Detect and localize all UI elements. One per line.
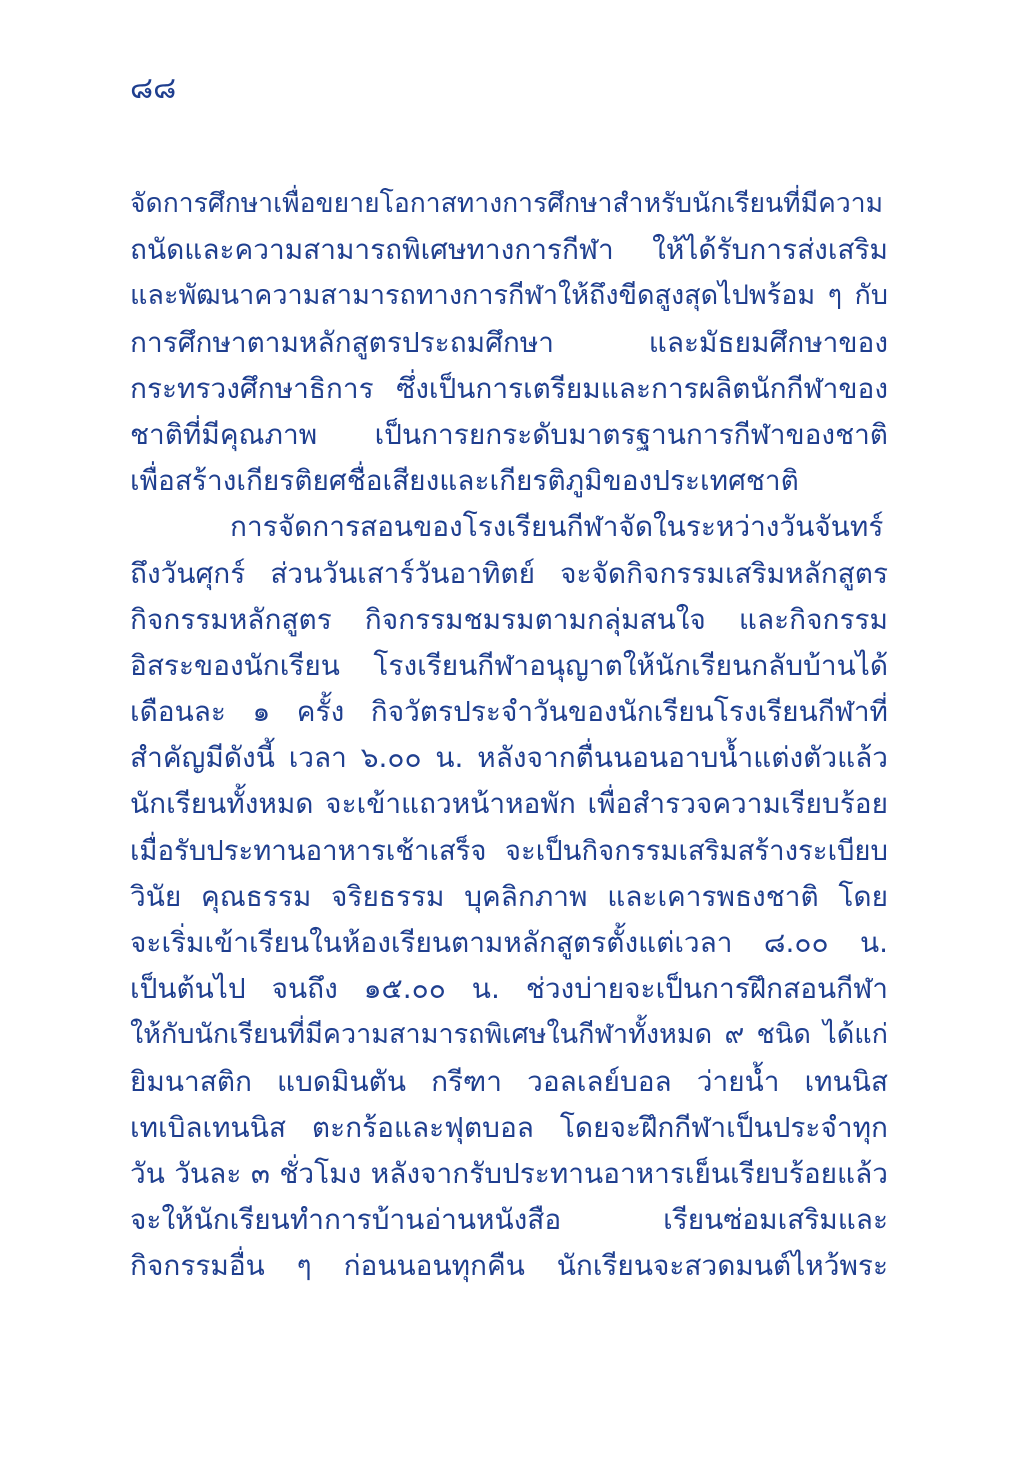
text-line: ยิมนาสติก แบดมินตัน กรีฑา วอลเลย์บอล ว่ายน้ำ เทนนิส <box>130 1064 888 1098</box>
text-line: กิจกรรมอื่น ๆ ก่อนนอนทุกคืน นักเรียนจะสวดมนต์ไหว้พระ <box>130 1249 888 1283</box>
text-line: อิสระของนักเรียน โรงเรียนกีฬาอนุญาตให้นักเรียนกลับบ้านได้ <box>130 648 888 682</box>
text-line: การศึกษาตามหลักสูตรประถมศึกษา และมัธยมศึกษาของ <box>130 325 888 359</box>
text-line: วัน วันละ ๓ ชั่วโมง หลังจากรับประทานอาหารเย็นเรียบร้อยแล้ว <box>130 1156 888 1190</box>
text-line: จะเริ่มเข้าเรียนในห้องเรียนตามหลักสูตรตั้งแต่เวลา ๘.๐๐ น. <box>130 926 888 959</box>
text-line: เทเบิลเทนนิส ตะกร้อและฟุตบอล โดยจะฝึกกีฬาเป็นประจำทุก <box>130 1110 888 1144</box>
text-line: เพื่อสร้างเกียรติยศชื่อเสียงและเกียรติภูมิของประเทศชาติ <box>130 464 799 498</box>
text-line: วินัย คุณธรรม จริยธรรม บุคลิกภาพ และเคารพธงชาติ โดย <box>130 879 888 913</box>
paragraph-1 <box>130 181 888 504</box>
body-text <box>130 181 888 1290</box>
text-line: นักเรียนทั้งหมด จะเข้าแถวหน้าหอพัก เพื่อสำรวจความเรียบร้อย <box>130 787 888 821</box>
text-line: ให้กับนักเรียนที่มีความสามารถพิเศษในกีฬาทั้งหมด ๙ ชนิด ได้แก่ <box>130 1019 888 1051</box>
text-line: เมื่อรับประทานอาหารเช้าเสร็จ จะเป็นกิจกรรมเสริมสร้างระเบียบ <box>130 834 888 867</box>
text-line: จะให้นักเรียนทำการบ้านอ่านหนังสือ เรียนซ่อมเสริมและ <box>130 1203 888 1237</box>
text-line: และพัฒนาความสามารถทางการกีฬาให้ถึงขีดสูงสุดไปพร้อม ๆ กับ <box>130 280 888 312</box>
text-line: การจัดการสอนของโรงเรียนกีฬาจัดในระหว่างวันจันทร์ <box>230 510 884 544</box>
text-line: จัดการศึกษาเพื่อขยายโอกาสทางการศึกษาสำหรับนักเรียนที่มีความ <box>130 188 884 219</box>
text-line: เดือนละ ๑ ครั้ง กิจวัตรประจำวันของนักเรียนโรงเรียนกีฬาที่ <box>130 695 888 729</box>
paragraph-2 <box>130 504 888 1289</box>
text-line: ถึงวันศุกร์ ส่วนวันเสาร์วันอาทิตย์ จะจัดกิจกรรมเสริมหลักสูตร <box>130 556 888 590</box>
text-line: สำคัญมีดังนี้ เวลา ๖.๐๐ น. หลังจากตื่นนอนอาบน้ำแต่งตัวแล้ว <box>130 741 888 775</box>
text-line: ถนัดและความสามารถพิเศษทางการกีฬา ให้ได้รับการส่งเสริม <box>130 233 888 267</box>
text-line: เป็นต้นไป จนถึง ๑๕.๐๐ น. ช่วงบ่ายจะเป็นการฝึกสอนกีฬา <box>130 972 888 1006</box>
page-number: ๘๘ <box>130 71 177 106</box>
text-line: กระทรวงศึกษาธิการ ซึ่งเป็นการเตรียมและการผลิตนักกีฬาของ <box>130 371 888 405</box>
text-line: กิจกรรมหลักสูตร กิจกรรมชมรมตามกลุ่มสนใจ และกิจกรรม <box>130 602 888 636</box>
text-line: ชาติที่มีคุณภาพ เป็นการยกระดับมาตรฐานการกีฬาของชาติ <box>130 417 888 451</box>
